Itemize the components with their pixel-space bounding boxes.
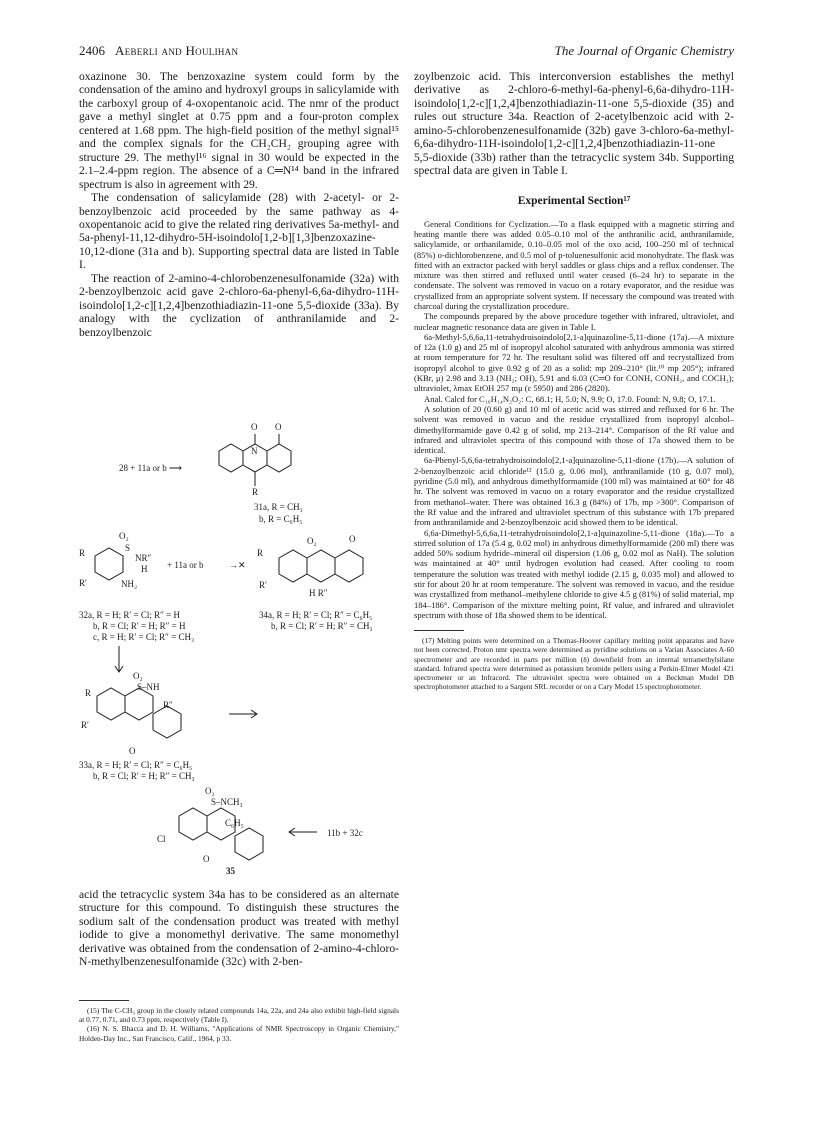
footnote-rule [79, 1000, 129, 1001]
paragraph: zoylbenzoic acid. This interconversion establishes the methyl derivative as 2-chloro-6-methyl-6a-phenyl-6,6a-dihydro-11H-isoindolo[1,2-c][1,2,4]benzothiadiazin-11-one 5,5-dioxide (35) and rules out structure 34a. Reaction of 2-acetylbenzoic acid with 2-amino-5-chlorobenzenesulfonamide (32b) gave 3-chloro-6a-methyl-6,6a-dihydro-11H-isoindolo[1,2-c][1,2,4]benzothiadiazin-11-one 5,5-dioxide (33b) rather than the tetracyclic system 34b. Supporting spectral data are given in Table I. [414, 70, 734, 178]
running-header [79, 43, 734, 61]
paragraph: The compounds prepared by the above procedure together with infrared, ultraviolet, and nuclear magnetic resonance data are given in Table I. [414, 311, 734, 332]
atom-rp: R′ [259, 580, 267, 590]
atom-r: R [79, 548, 86, 558]
label-32c: c, R = H; R′ = Cl; R″ = CH₃ [93, 632, 195, 642]
section-title: Experimental Section¹⁷ [517, 194, 631, 207]
page-number: 2406 [79, 43, 105, 58]
reagent-label: 28 + 11a or b ⟶ [119, 463, 182, 473]
left-column-top [79, 70, 399, 339]
atom-h: H [141, 564, 148, 574]
no-reaction-arrow: →✕ [229, 560, 246, 570]
structure-32 [79, 531, 152, 589]
atom-o: O [129, 746, 136, 756]
structure-34 [257, 534, 363, 598]
structure-35 [157, 786, 263, 864]
atom-s: S [125, 543, 131, 553]
atom-snh: S–NH [137, 682, 160, 692]
atom-r: R″ [163, 700, 173, 710]
atom-rp: R′ [81, 720, 89, 730]
atom-r: R [85, 688, 92, 698]
atom-cl: Cl [157, 834, 166, 844]
atom-r: R [257, 548, 264, 558]
label-31a: 31a, R = CH₃ [254, 502, 303, 512]
left-column-bottom [79, 888, 399, 969]
reaction-scheme [79, 396, 399, 876]
paragraph: General Conditions for Cyclization.—To a flask equipped with a magnetic stirring and heating mantle there was added 0.05–0.10 mol of the anthranilic acid, anthranilamide, salicylamide, or orthanilamide, 0.10–0.05 mol of the oxo acid, 100–250 ml of technical (85%) o-dichlorobenzene, and 0.5 mol of p-toluenesulfonic acid monohydrate. The flask was fitted with an extractor packed with beryl saddles or glass chips and a reflux condenser. The mixture was then stirred and refluxed until water ceased (6–24 hr) to separate in the condensate. The solvent was removed in vacuo on a rotary evaporator, and the residue was crystallized from an appropriate solvent system. If necessary the compound was treated with charcoal during the crystallization procedure. [414, 218, 734, 311]
paragraph: 6,6a-Dimethyl-5,6,6a,11-tetrahydroisoindolo[2,1-a]quinazoline-5,11-dione (18a).—To a stirred solution of 17a (5.4 g, 0.02 mol) in anhydrous dimethylformamide (200 ml) there was added 50% sodium hydride–mineral oil dispersion (1.06 g, 0.02 mol as NaH). The solution was maintained at 40° until hydrogen evolution had ceased. After cooling to room temperature the solution was treated with methyl iodide (2.15 g, 0.035 mol) and allowed to stir for about 20 hr at room temperature. The solvent was removed in vacuo, and the residue was crystallized from methanol–methylene chloride to give 4.5 g (81%) of solid material, mp 184–186°. Comparison of the mixture melting point, Rf value, and infrared and ultraviolet spectrum with those of 18a showed them to be identical. [414, 527, 734, 620]
footnote: (17) Melting points were determined on a Thomas-Hoover capillary melting point apparatus and have not been corrected. Proton nmr spectra were determined as pyridine solutions on a Varian Associates A-60 spectrometer and are recorded in parts per million (δ) downfield from an internal tetramethylsilane standard. Infrared spectra were determined as potassium bromide pellets using a Perkin-Elmer Model 421 spectrometer or an Infracord. The ultraviolet spectra were obtained on a Beckman Model DB spectrophotometer attached to a Sargent SRL recorder or on a Cary Model 15 spectrophotometer. [414, 636, 734, 692]
label-34a: 34a, R = H; R′ = Cl; R″ = C₆H₅ [259, 610, 373, 620]
atom-nr: NR″ [135, 553, 152, 563]
atom-n: N [251, 446, 258, 456]
paragraph: 6a-Methyl-5,6,6a,11-tetrahydroisoindolo[2,1-a]quinazoline-5,11-dione (17a).—A mixture of 12a (1.0 g) and 25 ml of isopropyl alcohol saturated with anhydrous ammonia was stirred at room temperature for 72 hr. The resultant solid was filtered off and recrystallized from isopropyl alcohol to give 0.92 g of 20 as a solid: mp 209–210° (lit.¹⁰ mp 205°); infrared (KBr, μ) 2.98 and 3.13 (NH₂; OH), 5.91 and 6.03 (C═O for CONH, CONH₂, and COCH₃); ultraviolet, λmax EtOH 257 mμ (ε 5950) and 286 (2820). [414, 331, 734, 394]
right-column [414, 70, 734, 691]
paragraph: 6a-Phenyl-5,6,6a-tetrahydroisoindolo[2,1-a]quinazoline-5,11-dione (17b).—A solution of 2-benzoylbenzoic acid chloride¹² (15.0 g, 0.06 mol), anthranilamide (10 g, 0.07 mol), pyridine (5.0 ml), and anhydrous dimethylformamide (100 ml) was maintained at 60° for 48 hr. The solvent was removed in vacuo on a rotary evaporator and the residue crystallized from methanol–water. There was obtained 16.3 g (84%) of 17b, mp >300°. Comparison of the Rf value and the infrared and ultraviolet spectrum of this substance with 17b prepared from anthranilamide and 2-benzoylbenzoic acid showed them to be identical. [414, 455, 734, 528]
atom-o: O [275, 422, 282, 432]
label-35: 35 [226, 866, 235, 876]
footnotes-right [414, 630, 734, 691]
atom-o: O [349, 534, 356, 544]
atom-sn: S–NCH₃ [211, 797, 243, 807]
paragraph: acid the tetracyclic system 34a has to be considered as an alternate structure for this compound. To distinguish these structures the sodium salt of the condensation product was treated with methyl iodide to give a monomethyl derivative. The same monomethyl derivative was obtained from the condensation of 2-amino-4-chloro-N-methylbenzenesulfonamide (32c) with 2-ben- [79, 888, 399, 969]
atom-c6h5: C₆H₅ [225, 818, 244, 828]
paragraph: The condensation of salicylamide (28) with 2-acetyl- or 2-benzoylbenzoic acid proceeded by the same pathway as 4-oxopentanoic acid to give the related ring derivatives 5a-methyl- and 5a-phenyl-11,12-dihydro-5H-isoindolo[1,2-b][1,3]benzoxazine-10,12-dione (31a and b). Supporting spectral data are listed in Table I. [79, 191, 399, 272]
atom-o2: O₂ [307, 536, 317, 546]
running-authors: Aeberli and Houlihan [115, 43, 239, 58]
paragraph: The reaction of 2-amino-4-chlorobenzenesulfonamide (32a) with 2-benzoylbenzoic acid gave 2-chloro-6a-phenyl-6,6a-dihydro-11H-isoindolo[1,2-c][1,2,4]benzothiadiazin-11-one 5,5-dioxide (33a). By analogy with the cyclization of anthranilamide and 2-benzoylbenzoic [79, 271, 399, 339]
atom-o: O [203, 854, 210, 864]
footnote-rule [414, 630, 464, 631]
atom-o: O [251, 422, 258, 432]
footnotes-left [79, 1000, 399, 1043]
journal-title: The Journal of Organic Chemistry [554, 43, 734, 58]
label-34b: b, R = Cl; R′ = H; R″ = CH₃ [271, 621, 373, 631]
atom-r: R [252, 487, 259, 497]
paragraph: A solution of 20 (0.60 g) and 10 ml of acetic acid was stirred and refluxed for 6 hr. The solvent was removed in vacuo and the residue crystallized from isopropyl alcohol–dimethylformamide gave 0.42 g of solid, mp 213–214°. Comparison of the Rf value and infrared and ultraviolet spectra of this compound with those of 17a showed them to be identical. [414, 403, 734, 456]
structure-33 [81, 671, 181, 756]
footnote: (15) The C-CH₃ group in the closely related compounds 14a, 22a, and 24a also exhibit high-field signals at 0.77, 0.71, and 0.73 ppm, respectively (Table I). [79, 1006, 399, 1025]
atom-o2: O₂ [119, 531, 129, 541]
atom-h-r: H R″ [309, 588, 328, 598]
paragraph: oxazinone 30. The benzoxazine system could form by the condensation of the amino and hydroxyl groups in salicylamide with the carboxyl group of 4-oxopentanoic acid. The nmr of the product gave a methyl singlet at 0.75 ppm and a four-proton complex centered at 1.68 ppm. The high-field position of the methyl signal¹⁵ and the complex signals for the CH₂CH₂ grouping agree with structure 29. The methyl¹⁶ signal in 30 would be expected in the 2.1–2.4-ppm region. The absence of a C═N¹⁴ band in the infrared spectrum is also in agreement with 29. [79, 70, 399, 191]
atom-o2: O₂ [133, 671, 143, 681]
label-31b: b, R = C₆H₅ [259, 514, 303, 524]
structure-31 [219, 422, 291, 497]
atom-nh2: NH₂ [121, 579, 138, 589]
footnote: (16) N. S. Bhacca and D. H. Williams, "Applications of NMR Spectroscopy in Organic Chemistry," Holden-Day Inc., San Francisco, Calif., 1964, p 33. [79, 1024, 399, 1043]
label-32a: 32a, R = H; R′ = Cl; R″ = H [79, 610, 180, 620]
paragraph: Anal. Calcd for C₁₆H₁₄N₂O₂: C, 68.1; H, 5.0; N, 9.9; O, 17.0. Found: N, 9.8; O, 17.1. [424, 393, 716, 404]
reagent-label: + 11a or b [167, 560, 204, 570]
label-32b: b, R = Cl; R′ = H; R″ = H [93, 621, 186, 631]
reagent-label: 11b + 32c [327, 828, 363, 838]
label-33a: 33a, R = H; R′ = Cl; R″ = C₆H₅ [79, 760, 193, 770]
atom-o2: O₂ [205, 786, 215, 796]
label-33b: b, R = Cl; R′ = H; R″ = CH₃ [93, 771, 195, 781]
experimental-text [414, 219, 734, 621]
atom-rp: R′ [79, 578, 87, 588]
